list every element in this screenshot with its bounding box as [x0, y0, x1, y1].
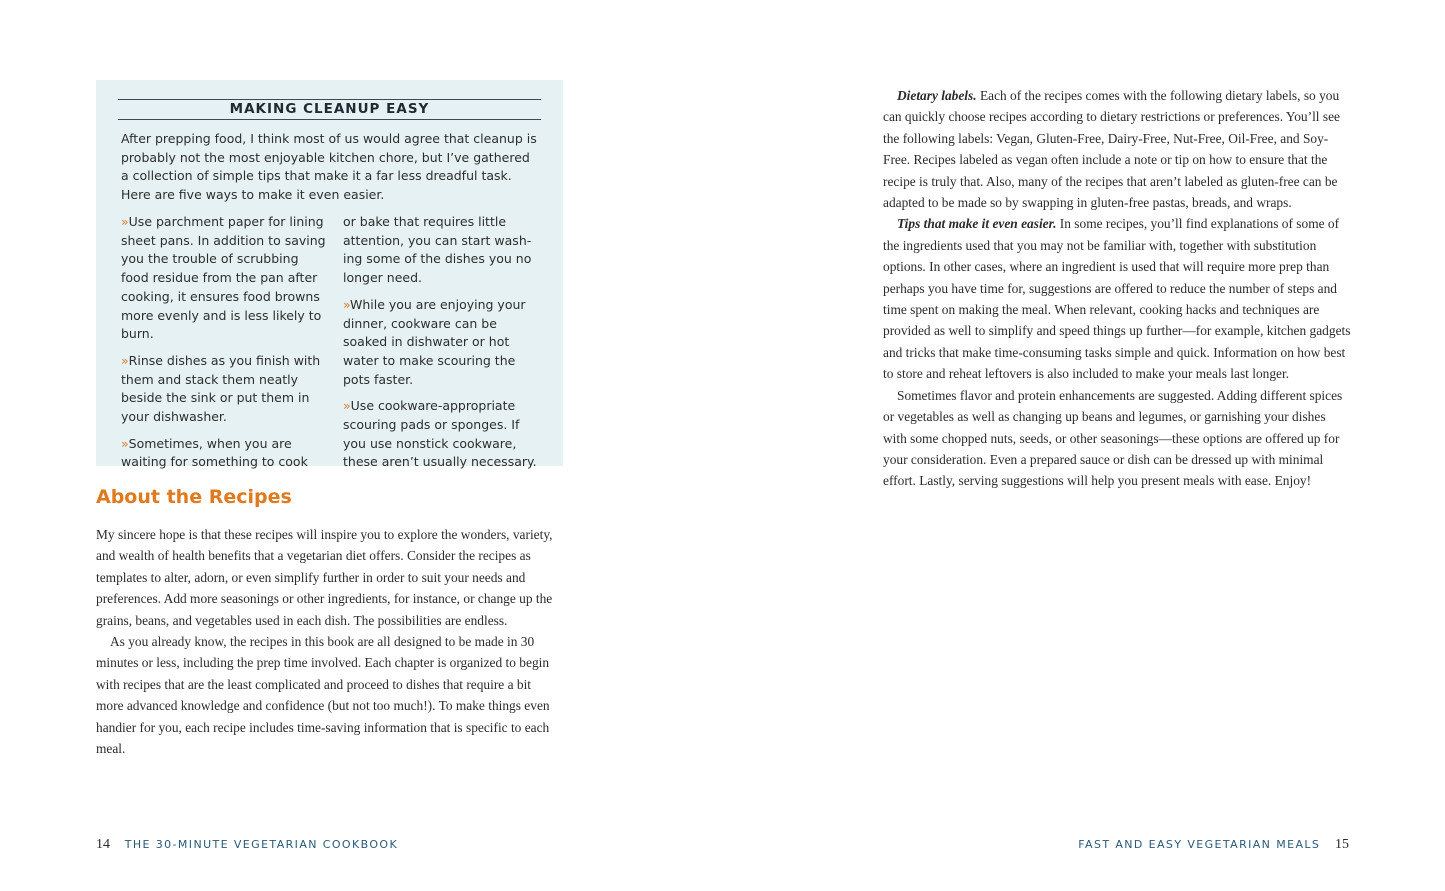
- right-page: [722, 0, 1445, 891]
- tip-item: [343, 397, 543, 472]
- arrow-icon: »: [121, 214, 129, 229]
- tip-item: [121, 213, 326, 344]
- sidebar-top-rule: [118, 99, 541, 100]
- body-paragraph: Sometimes flavor and protein enhancements are suggested. Adding different spices or vegetables as well as changing up beans and legumes, or garnishing your dishes with some chopped nuts, seeds, or other seasonings—these options are offered up for your consideration. Even a prepared sauce or dish can be dressed up with minimal effort. Lastly, serving suggestions will help you present meals with ease. Enjoy!: [883, 387, 1343, 489]
- arrow-icon: »: [343, 398, 351, 414]
- tip-item: [121, 435, 326, 472]
- page-number: 14: [96, 837, 110, 852]
- tip-text: While you are enjoying your dinner, cookware can be soaked in dishwater or hot water to make scouring the pots faster.: [343, 296, 526, 387]
- tip-continuation: or bake that requires little attention, you can start washing some of the dishes you no longer need.: [343, 214, 532, 286]
- tip-text: Use cookware-appropriate scouring pads or sponges. If you use nonstick cookware, these aren’t usually necessary.: [343, 398, 537, 470]
- left-page: [0, 0, 722, 891]
- left-folio: [96, 837, 398, 853]
- right-folio: [1078, 837, 1349, 853]
- tip-text: Sometimes, when you are waiting for something to cook: [121, 435, 308, 470]
- arrow-icon: »: [121, 435, 129, 451]
- sidebar-title: MAKING CLEANUP EASY: [229, 101, 430, 117]
- paragraph-text: Each of the recipes comes with the following dietary labels, so you can quickly choose recipes according to dietary restrictions or preferences. You’ll see the following labels: Vegan, Gluten-Free, Dairy-Free, Nut-Free, Oil-Free, and Soy-Free. Recipes labeled as vegan often include a note or tip on how to ensure that the recipe is truly that. Also, many of the recipes that aren’t labeled as gluten-free can be adapted to be made so by swapping in gluten-free pastas, breads, and wraps.: [883, 88, 1340, 211]
- cleanup-sidebar: [96, 80, 563, 470]
- body-paragraph: My sincere hope is that these recipes will inspire you to explore the wonders, variety, and wealth of health benefits that a vegetarian diet offers. Consider the recipes as templates to alter, adorn, or even simplify further in order to suit your needs and preferences. Add more seasonings or other ingredients, for instance, or change up the grains, beans, and vegetables used in each dish. The possibilities are endless.: [96, 527, 553, 628]
- body-paragraph: [883, 85, 1351, 213]
- page-number: 15: [1335, 837, 1349, 852]
- arrow-icon: »: [343, 296, 350, 312]
- body-paragraph: As you already know, the recipes in this book are all designed to be made in 30 minutes or less, including the prep time involved. Each chapter is organized to begin with recipes that are the least complicated and proceed to dishes that require a bit more advanced knowledge and confidence (but not too much!). To make things even handier for you, each recipe includes time-saving information that is specific to each meal.: [96, 634, 550, 757]
- tip-item: [343, 296, 543, 390]
- tips-column-2: [343, 213, 543, 480]
- paragraph-lead: Dietary labels.: [897, 88, 977, 103]
- body-paragraph: [883, 213, 1351, 384]
- tip-item: [121, 352, 326, 427]
- running-head: FAST AND EASY VEGETARIAN MEALS: [1078, 838, 1321, 851]
- section-heading: About the Recipes: [96, 486, 292, 508]
- sidebar-intro: After prepping food, I think most of us would agree that cleanup is probably not the most enjoyable kitchen chore, but I’ve gathered a collection of simple tips that make it a far less dreadful task. Here are five ways to make it even easier.: [121, 131, 537, 203]
- right-body-text: [883, 85, 1351, 492]
- tips-column-1: [121, 213, 326, 480]
- tip-text: Rinse dishes as you finish with them and stack them neatly beside the sink or put them in your dishwasher.: [121, 352, 321, 425]
- tip-text: Use parchment paper for lining sheet pans. In addition to saving you the trouble of scrubbing food residue from the pan after cooking, it ensures food browns more evenly and is less likely to burn.: [121, 214, 326, 342]
- paragraph-text: In some recipes, you’ll find explanations of some of the ingredients used that you may not be familiar with, together with substitution options. In other cases, where an ingredient is used that will require more prep than perhaps you have time for, suggestions are offered to reduce the number of steps and time spent on making the meal. When relevant, cooking hacks and techniques are provided as well to simplify and speed things up further—for example, kitchen gadgets and tricks that make time-consuming tasks simple and quick. Information on how best to store and reheat leftovers is also included to make your meals last longer.: [883, 216, 1351, 382]
- left-body-text: [96, 524, 561, 759]
- sidebar-title-rule: [118, 119, 541, 120]
- running-head: THE 30-MINUTE VEGETARIAN COOKBOOK: [124, 838, 399, 851]
- arrow-icon: »: [121, 352, 129, 368]
- paragraph-lead: Tips that make it even easier.: [897, 216, 1057, 232]
